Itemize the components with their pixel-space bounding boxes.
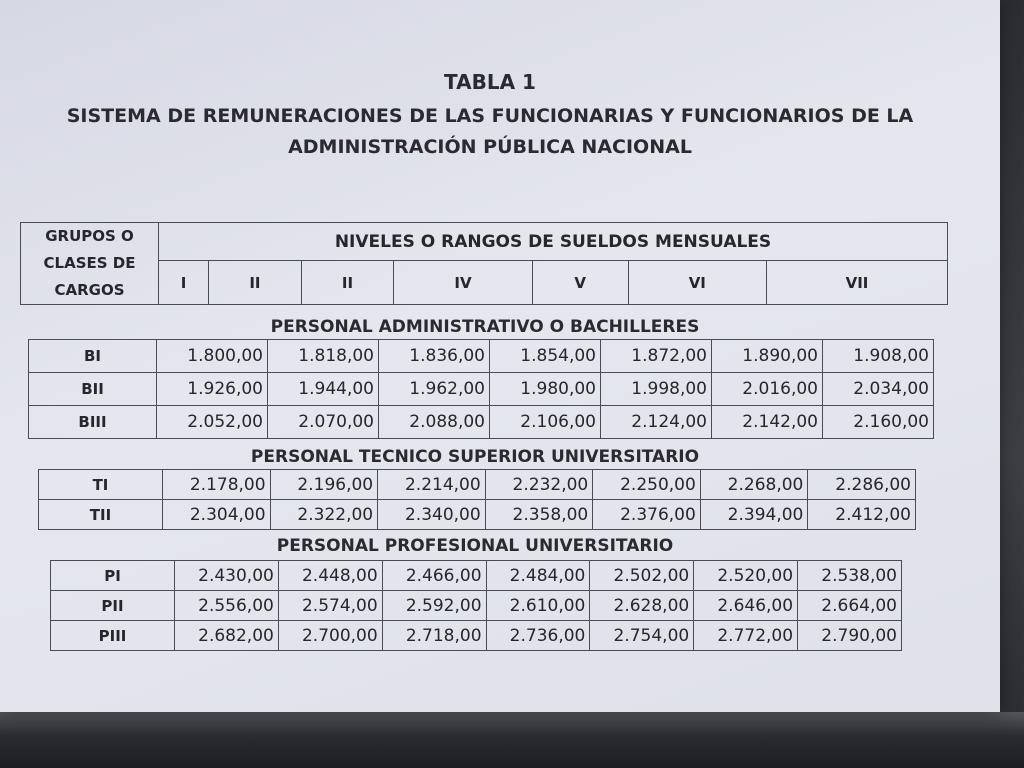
- salary-cell: 2.160,00: [823, 406, 934, 439]
- grupos-line3: CARGOS: [54, 281, 125, 299]
- table-row: [51, 621, 902, 651]
- salary-cell: 2.124,00: [601, 406, 712, 439]
- salary-cell: 2.286,00: [808, 470, 916, 500]
- level-header: V: [532, 261, 628, 305]
- row-code: PII: [51, 591, 175, 621]
- salary-cell: 2.628,00: [590, 591, 694, 621]
- salary-cell: 1.944,00: [268, 373, 379, 406]
- level-header: VII: [767, 261, 948, 305]
- salary-cell: 1.818,00: [268, 340, 379, 373]
- salary-cell: 2.466,00: [382, 561, 486, 591]
- salary-cell: 2.484,00: [486, 561, 590, 591]
- grupos-line1: GRUPOS O: [45, 227, 134, 245]
- table-profesional: [50, 560, 902, 651]
- salary-cell: 2.304,00: [163, 500, 271, 530]
- salary-cell: 2.610,00: [486, 591, 590, 621]
- table-row: [39, 500, 916, 530]
- salary-cell: 2.682,00: [175, 621, 279, 651]
- salary-cell: 1.872,00: [601, 340, 712, 373]
- level-header: II: [209, 261, 302, 305]
- salary-cell: 2.268,00: [700, 470, 808, 500]
- row-code: TII: [39, 500, 163, 530]
- salary-cell: 2.214,00: [378, 470, 486, 500]
- section-title-profesional: PERSONAL PROFESIONAL UNIVERSITARIO: [276, 536, 674, 556]
- salary-cell: 2.250,00: [593, 470, 701, 500]
- salary-cell: 1.962,00: [379, 373, 490, 406]
- document-title-line1: SISTEMA DE REMUNERACIONES DE LAS FUNCIONARIAS Y FUNCIONARIOS DE LA: [66, 105, 914, 127]
- salary-cell: 1.998,00: [601, 373, 712, 406]
- salary-cell: 2.772,00: [694, 621, 798, 651]
- salary-cell: 2.538,00: [798, 561, 902, 591]
- row-code: BIII: [29, 406, 157, 439]
- table-tecnico: [38, 469, 916, 530]
- document-title-line2: ADMINISTRACIÓN PÚBLICA NACIONAL: [288, 136, 692, 158]
- section-title-tecnico: PERSONAL TECNICO SUPERIOR UNIVERSITARIO: [250, 447, 700, 467]
- salary-cell: 2.142,00: [712, 406, 823, 439]
- level-header: I: [159, 261, 209, 305]
- row-code: BI: [29, 340, 157, 373]
- salary-cell: 2.088,00: [379, 406, 490, 439]
- grupos-line2: CLASES DE: [43, 254, 136, 272]
- salary-cell: 2.196,00: [270, 470, 378, 500]
- level-header: IV: [394, 261, 532, 305]
- level-header: II: [301, 261, 394, 305]
- row-code: TI: [39, 470, 163, 500]
- row-code: BII: [29, 373, 157, 406]
- salary-cell: 2.700,00: [278, 621, 382, 651]
- salary-cell: 2.358,00: [485, 500, 593, 530]
- table-row: [39, 470, 916, 500]
- salary-cell: 2.556,00: [175, 591, 279, 621]
- salary-cell: 2.178,00: [163, 470, 271, 500]
- salary-cell: 2.232,00: [485, 470, 593, 500]
- salary-cell: 2.376,00: [593, 500, 701, 530]
- salary-cell: 2.070,00: [268, 406, 379, 439]
- table-row: [29, 406, 934, 439]
- niveles-header: NIVELES O RANGOS DE SUELDOS MENSUALES: [159, 223, 948, 261]
- salary-cell: 1.836,00: [379, 340, 490, 373]
- table-row: [51, 591, 902, 621]
- table-row: [51, 561, 902, 591]
- salary-cell: 2.052,00: [157, 406, 268, 439]
- grupos-header: [21, 223, 159, 305]
- salary-cell: 2.412,00: [808, 500, 916, 530]
- salary-cell: 2.664,00: [798, 591, 902, 621]
- salary-cell: 1.908,00: [823, 340, 934, 373]
- salary-cell: 1.926,00: [157, 373, 268, 406]
- salary-cell: 2.448,00: [278, 561, 382, 591]
- salary-cell: 2.790,00: [798, 621, 902, 651]
- section-title-administrativo: PERSONAL ADMINISTRATIVO O BACHILLERES: [270, 317, 700, 337]
- salary-cell: 2.430,00: [175, 561, 279, 591]
- salary-cell: 2.340,00: [378, 500, 486, 530]
- monitor-bezel: [0, 712, 1024, 768]
- salary-cell: 2.322,00: [270, 500, 378, 530]
- salary-cell: 1.980,00: [490, 373, 601, 406]
- salary-cell: 2.520,00: [694, 561, 798, 591]
- table-label: TABLA 1: [444, 70, 536, 94]
- salary-cell: 2.034,00: [823, 373, 934, 406]
- salary-cell: 2.394,00: [700, 500, 808, 530]
- row-code: PI: [51, 561, 175, 591]
- salary-cell: 2.574,00: [278, 591, 382, 621]
- salary-cell: 1.800,00: [157, 340, 268, 373]
- salary-cell: 2.754,00: [590, 621, 694, 651]
- salary-cell: 2.016,00: [712, 373, 823, 406]
- row-code: PIII: [51, 621, 175, 651]
- salary-cell: 2.646,00: [694, 591, 798, 621]
- salary-cell: 2.502,00: [590, 561, 694, 591]
- table-administrativo: [28, 339, 934, 439]
- salary-cell: 2.106,00: [490, 406, 601, 439]
- salary-cell: 2.718,00: [382, 621, 486, 651]
- header-table: [20, 222, 948, 305]
- salary-cell: 1.890,00: [712, 340, 823, 373]
- salary-cell: 2.736,00: [486, 621, 590, 651]
- table-row: [29, 340, 934, 373]
- salary-cell: 1.854,00: [490, 340, 601, 373]
- table-row: [29, 373, 934, 406]
- level-header: VI: [628, 261, 766, 305]
- salary-cell: 2.592,00: [382, 591, 486, 621]
